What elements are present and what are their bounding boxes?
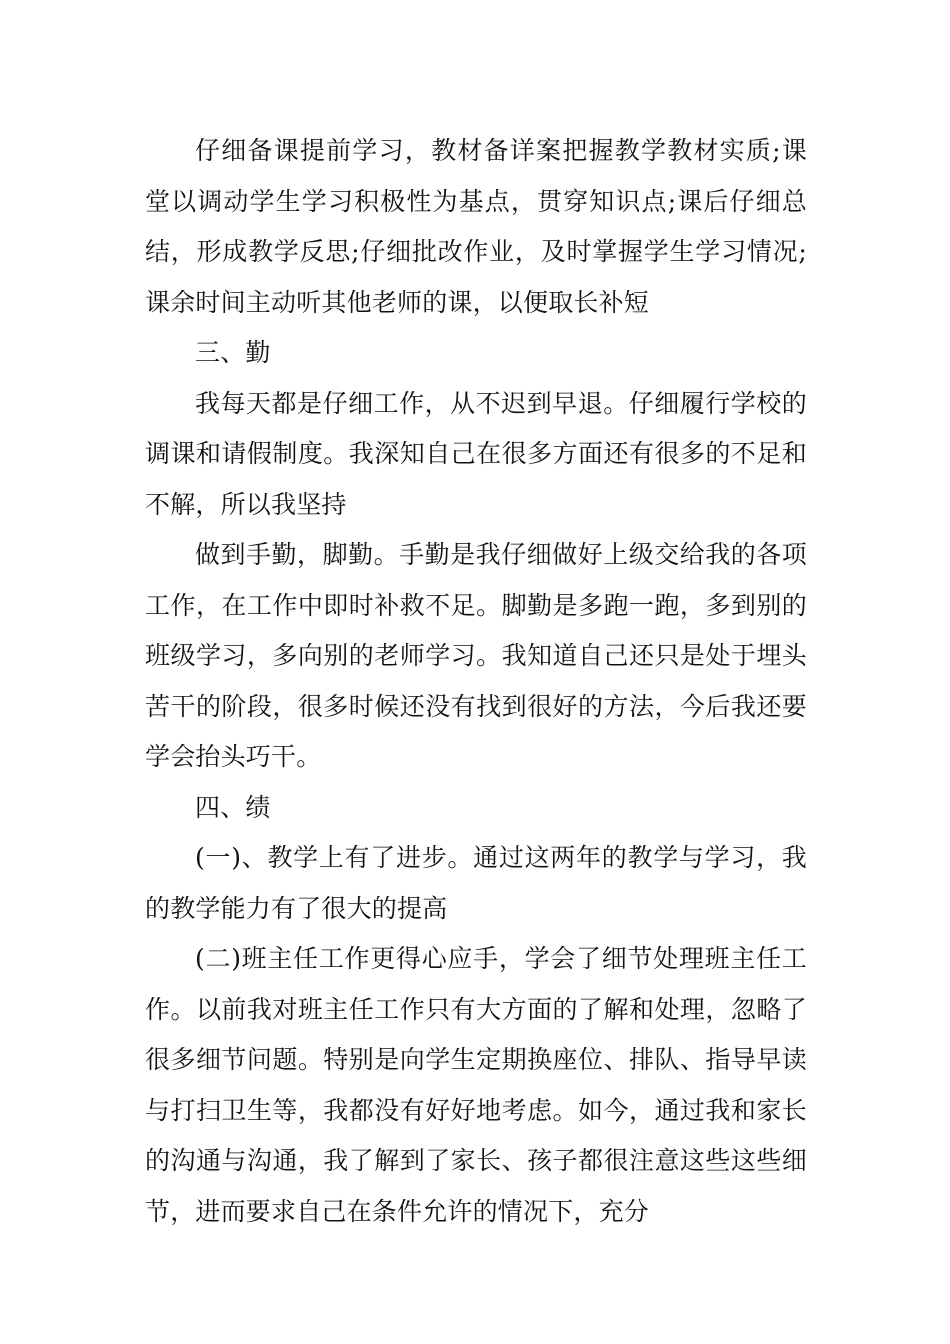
paragraph-achievement-class-teacher: (二)班主任工作更得心应手，学会了细节处理班主任工作。以前我对班主任工作只有大方面的了解和处理，忽略了很多细节问题。特别是向学生定期换座位、排队、指导早读与打扫卫生等，我都没有好好地考虑。如今，通过我和家长的沟通与沟通，我了解到了家长、孩子都很注意这些这些细节，进而要求自己在条件允许的情况下，充分 <box>145 944 807 1226</box>
paragraph-diligence-attendance: 我每天都是仔细工作，从不迟到早退。仔细履行学校的调课和请假制度。我深知自己在很多方面还有很多的不足和不解，所以我坚持 <box>145 388 807 519</box>
section-heading-diligence: 三、勤 <box>195 338 271 367</box>
paragraph-lesson-prep: 仔细备课提前学习，教材备详案把握教学教材实质;课堂以调动学生学习积极性为基点，贯穿知识点;课后仔细总结，形成教学反思;仔细批改作业，及时掌握学生学习情况;课余时间主动听其他老师的课，以便取长补短 <box>145 136 807 317</box>
paragraph-diligence-hands-feet: 做到手勤，脚勤。手勤是我仔细做好上级交给我的各项工作，在工作中即时补救不足。脚勤是多跑一跑，多到别的班级学习，多向别的老师学习。我知道自己还只是处于埋头苦干的阶段，很多时候还没有找到很好的方法，今后我还要学会抬头巧干。 <box>145 540 807 771</box>
paragraph-achievement-teaching: (一)、教学上有了进步。通过这两年的教学与学习，我的教学能力有了很大的提高 <box>145 843 807 923</box>
document-body <box>145 126 807 1237</box>
section-heading-achievements: 四、绩 <box>195 792 271 822</box>
